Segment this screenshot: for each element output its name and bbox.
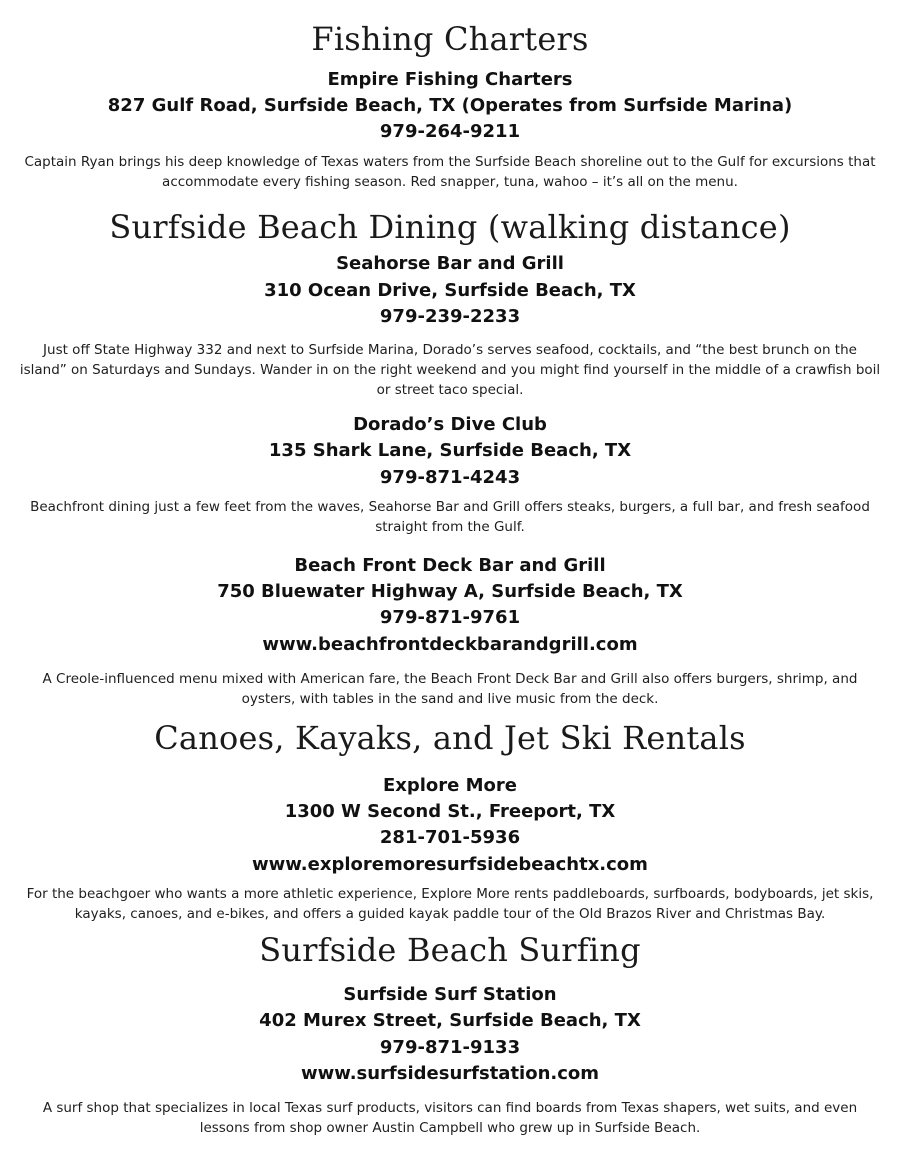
business-name: Surfside Surf Station — [343, 984, 557, 1005]
business-description: A surf shop that specializes in local Texas surf products, visitors can find boards from Texas shapers, wet suits, and even lessons from shop owner Austin Campbell who grew up in Surfside Beach. — [42, 1100, 858, 1136]
business-phone[interactable]: 979-871-9761 — [379, 607, 521, 628]
business-name: Dorado’s Dive Club — [353, 414, 547, 435]
business-address: 827 Gulf Road, Surfside Beach, TX (Operates from Surfside Marina) — [107, 95, 793, 116]
business-name: Seahorse Bar and Grill — [336, 253, 564, 274]
business-name: Beach Front Deck Bar and Grill — [294, 555, 606, 576]
business-phone[interactable]: 979-871-9133 — [379, 1037, 521, 1058]
section-heading-rentals: Canoes, Kayaks, and Jet Ski Rentals — [154, 719, 746, 757]
business-description: A Creole-influenced menu mixed with American fare, the Beach Front Deck Bar and Grill also offers burgers, shrimp, and oysters, with tables in the sand and live music from the deck. — [42, 671, 858, 707]
business-website-link[interactable]: www.beachfrontdeckbarandgrill.com — [262, 634, 638, 655]
business-phone[interactable]: 979-264-9211 — [379, 121, 521, 142]
business-name: Explore More — [382, 775, 518, 796]
business-address: 135 Shark Lane, Surfside Beach, TX — [268, 440, 632, 461]
business-website-link[interactable]: www.surfsidesurfstation.com — [300, 1063, 600, 1084]
business-address: 310 Ocean Drive, Surfside Beach, TX — [264, 280, 636, 301]
business-address: 402 Murex Street, Surfside Beach, TX — [259, 1010, 641, 1031]
business-description: Just off State Highway 332 and next to Surfside Marina, Dorado’s serves seafood, cocktails, and “the best brunch on the island” on Saturdays and Sundays. Wander in on the right weekend and you might find yourself in the middle of a crawfish boil or street taco special. — [19, 342, 881, 398]
section-heading-fishing-charters: Fishing Charters — [311, 20, 589, 58]
section-heading-surfing: Surfside Beach Surfing — [259, 931, 641, 969]
business-phone[interactable]: 281-701-5936 — [379, 827, 521, 848]
section-heading-dining: Surfside Beach Dining (walking distance) — [109, 208, 791, 246]
business-address: 1300 W Second St., Freeport, TX — [284, 801, 616, 822]
business-phone[interactable]: 979-871-4243 — [379, 467, 521, 488]
business-website-link[interactable]: www.exploremoresurfsidebeachtx.com — [252, 854, 648, 875]
business-phone[interactable]: 979-239-2233 — [379, 306, 521, 327]
business-name: Empire Fishing Charters — [327, 69, 573, 90]
business-description: Beachfront dining just a few feet from the waves, Seahorse Bar and Grill offers steaks, burgers, a full bar, and fresh seafood straight from the Gulf. — [30, 499, 870, 535]
business-description: For the beachgoer who wants a more athletic experience, Explore More rents paddleboards, surfboards, bodyboards, jet skis, kayaks, canoes, and e-bikes, and offers a guided kayak paddle tour of the Old Brazos River and Christmas Bay. — [26, 886, 874, 922]
business-address: 750 Bluewater Highway A, Surfside Beach, TX — [217, 581, 683, 602]
business-description: Captain Ryan brings his deep knowledge of Texas waters from the Surfside Beach shoreline out to the Gulf for excursions that accommodate every fishing season. Red snapper, tuna, wahoo – it’s all on the menu. — [24, 154, 876, 190]
